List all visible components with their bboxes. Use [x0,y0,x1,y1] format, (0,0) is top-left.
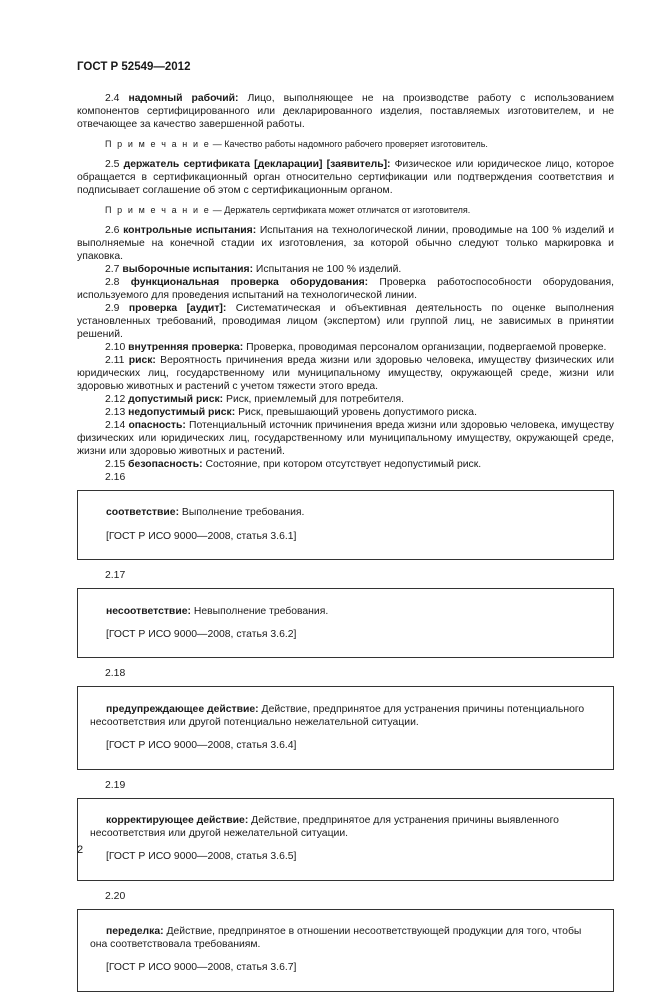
term-definition: Риск, приемлемый для потребителя. [223,394,404,405]
term-number: 2.19 [105,779,126,791]
boxed-term [77,588,614,658]
term-source: [ГОСТ Р ИСО 9000—2008, статья 3.6.7] [106,962,297,974]
term-number: 2.18 [105,668,126,680]
term-source: [ГОСТ Р ИСО 9000—2008, статья 3.6.5] [106,851,297,863]
note-text: — Качество работы надомного рабочего проверяет изготовитель. [210,139,488,149]
boxed-term [77,909,614,992]
term-entry [77,302,614,341]
term-entry [77,393,614,406]
term-name: переделка: [106,926,164,938]
term-name: функциональная проверка оборудования: [130,277,369,288]
term-definition: Вероятность причинения вреда жизни или здоровью человека, имуществу физических или юридических лиц, государственному или муниципальному имуществу, окружающей среде, жизни или здоровью животных и растений с учетом тяжести этого вреда. [77,355,615,392]
term-name: недопустимый риск: [128,407,236,418]
term-definition: Выполнение требования. [179,507,305,519]
term-entry [77,158,614,197]
term-name: выборочные испытания: [122,264,254,275]
page-number: 2 [77,844,84,856]
term-definition: Физическое или юридическое лицо, которое обращается в сертификационный орган относительно сертификации или подтверждения соответствия и подписывает соглашение об этом с сертификационным органом. [77,159,614,196]
term-entry [77,224,614,263]
term-number: 2.5 [105,159,120,170]
boxed-term-text [90,703,601,729]
term-entry [77,276,614,302]
term-name: безопасность: [128,459,203,470]
term-name: несоответствие: [106,605,191,617]
term-name: соответствие: [106,507,180,519]
note-text: — Держатель сертификата может отличатся от изготовителя. [210,205,471,215]
term-number: 2.14 [105,420,126,431]
boxed-term [77,798,614,881]
term-entry [77,458,614,471]
term-name: внутренняя проверка: [128,342,244,353]
boxed-term-text [90,506,601,519]
term-definition: Действие, предпринятое для устранения причины выявленного несоответствия или другой нежелательной ситуации. [90,814,559,839]
term-name: предупреждающее действие: [106,703,259,715]
term-number: 2.4 [105,93,120,104]
term-number: 2.8 [105,277,120,288]
term-name: опасность: [128,420,186,431]
term-definition: Систематическая и объективная деятельность по оценке выполнения установленных требований, проводимая лицом (экспертом) или группой лиц, не зависимых в принятии решений. [77,303,615,340]
term-definition: Действие, предпринятое в отношении несоответствующей продукции для того, чтобы она соответствовала требованиям. [90,926,582,951]
term-definition: Действие, предпринятое для устранения причины потенциального несоответствия или другой потенциально нежелательной ситуации. [90,703,585,728]
term-number: 2.10 [105,342,126,353]
term-source: [ГОСТ Р ИСО 9000—2008, статья 3.6.4] [106,740,297,752]
term-number: 2.7 [105,264,120,275]
term-entry [77,406,614,419]
term-source: [ГОСТ Р ИСО 9000—2008, статья 3.6.2] [106,628,297,640]
boxed-term-text [90,814,601,840]
term-name: надомный рабочий: [128,93,239,104]
term-entry [77,263,614,276]
term-number: 2.9 [105,303,120,314]
page-header-title: ГОСТ Р 52549—2012 [77,61,191,73]
term-entry [77,341,614,354]
term-number: 2.6 [105,225,120,236]
note-label: П р и м е ч а н и е [105,139,211,149]
term-definition: Риск, превышающий уровень допустимого риска. [235,407,477,418]
term-name: корректирующее действие: [106,814,249,826]
term-source: [ГОСТ Р ИСО 9000—2008, статья 3.6.1] [106,530,297,542]
boxed-term [77,490,614,560]
term-definition: Потенциальный источник причинения вреда жизни или здоровью человека, имуществу физических или юридических лиц, государственному или муниципальному имуществу, окружающей среде, жизни или здоровью животных и растений. [77,420,614,457]
note [77,138,614,150]
term-definition: Испытания не 100 % изделий. [253,264,402,275]
boxed-term-text [90,605,601,618]
term-number: 2.13 [105,407,126,418]
term-name: контрольные испытания: [123,225,257,236]
term-definition: Невыполнение требования. [190,605,329,617]
term-number: 2.17 [105,570,126,582]
term-number: 2.20 [105,890,126,902]
note [77,204,614,216]
term-number: 2.12 [105,394,126,405]
term-definition: Испытания на технологической линии, проводимые на 100 % изделий и выполняемые на конечной стадии их изготовления, за которой обычно следуют только маркировка и упаковка. [77,225,615,262]
term-number: 2.15 [105,459,126,470]
term-name: проверка [аудит]: [128,303,227,314]
term-name: риск: [128,355,156,366]
term-number: 2.11 [105,355,125,366]
boxed-term-text [90,925,601,951]
term-definition: Состояние, при котором отсутствует недопустимый риск. [202,459,482,470]
document-body [77,92,614,1001]
term-entry [77,92,614,131]
note-label: П р и м е ч а н и е [105,205,211,215]
boxed-term [77,686,614,769]
term-definition: Проверка работоспособности оборудования, используемого для проведения испытаний на технологической линии. [77,277,615,301]
term-name: держатель сертификата [декларации] [заявитель]: [123,159,391,170]
term-entry [77,354,614,393]
term-definition: Лицо, выполняющее не на производстве работу с использованием компонентов сертифицированного или декларированного изделия, поставляемых изготовителем, и не отвечающее за качество завершенной работы. [77,93,615,130]
term-name: допустимый риск: [128,394,224,405]
term-entry [77,419,614,458]
term-definition: Проверка, проводимая персоналом организации, подвергаемой проверке. [243,342,607,353]
term-number: 2.16 [105,472,126,483]
